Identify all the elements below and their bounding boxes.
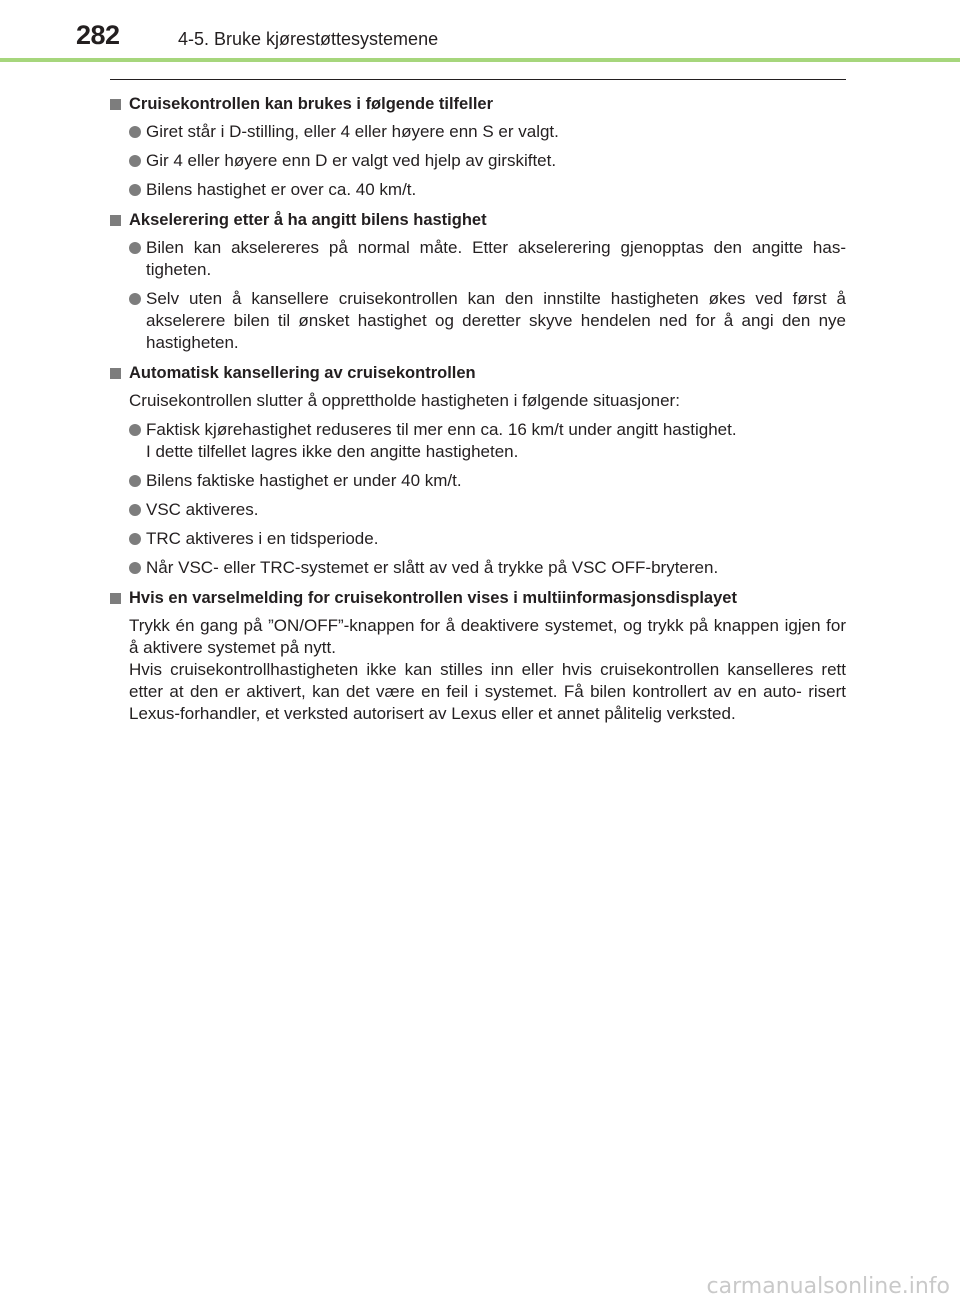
round-bullet-icon [129, 126, 141, 138]
list-item: TRC aktiveres i en tidsperiode. [110, 528, 846, 550]
list-item: Bilens faktiske hastighet er under 40 km/t. [110, 470, 846, 492]
content-divider [110, 79, 846, 80]
watermark: carmanualsonline.info [706, 1274, 950, 1299]
list-item: VSC aktiveres. [110, 499, 846, 521]
list-item: Selv uten å kansellere cruisekontrollen kan den innstilte hastigheten økes ved først å akselerere bilen til ønsket hastighet og deretter skyve hendelen ned for å angi den nye hastigheten. [110, 288, 846, 354]
section-heading: Automatisk kansellering av cruisekontrollen [110, 361, 846, 385]
page-header [0, 0, 960, 64]
round-bullet-icon [129, 184, 141, 196]
section-auto-cancel [110, 361, 846, 579]
section-title: 4-5. Bruke kjørestøttesystemene [178, 29, 439, 49]
paragraph: Trykk én gang på ”ON/OFF”-knappen for å deaktivere systemet, og trykk på knappen igjen for å aktivere systemet på nytt. Hvis cruisekontrollhastigheten ikke kan stilles inn eller hvis cruisekontrollen kanselleres rett etter at den er aktivert, kan det være en feil i systemet. Få bilen kontrollert av en auto- risert Lexus-forhandler, et verksted autorisert av Lexus eller et annet pålitelig verksted. [129, 616, 846, 723]
section-warning-message [110, 586, 846, 725]
list-item: Bilens hastighet er over ca. 40 km/t. [110, 179, 846, 201]
square-bullet-icon [110, 99, 121, 110]
section-heading: Cruisekontrollen kan brukes i følgende tilfeller [110, 92, 846, 116]
section-acceleration [110, 208, 846, 354]
page-number: 282 [76, 20, 120, 50]
round-bullet-icon [129, 475, 141, 487]
round-bullet-icon [129, 424, 141, 436]
round-bullet-icon [129, 293, 141, 305]
section-heading: Akselerering etter å ha angitt bilens hastighet [110, 208, 846, 232]
list-item: Gir 4 eller høyere enn D er valgt ved hjelp av girskiftet. [110, 150, 846, 172]
list-item: Når VSC- eller TRC-systemet er slått av ved å trykke på VSC OFF-bryteren. [110, 557, 846, 579]
section-intro: Cruisekontrollen slutter å opprettholde hastigheten i følgende situasjoner: [129, 391, 680, 410]
round-bullet-icon [129, 533, 141, 545]
round-bullet-icon [129, 562, 141, 574]
header-divider [0, 58, 960, 62]
section-cruise-usage [110, 92, 846, 201]
list-item: Bilen kan akselereres på normal måte. Etter akselerering gjenopptas den angitte has- tigheten. [110, 237, 846, 281]
square-bullet-icon [110, 368, 121, 379]
section-heading: Hvis en varselmelding for cruisekontrollen vises i multiinformasjonsdisplayet [110, 586, 846, 610]
list-item: Giret står i D-stilling, eller 4 eller høyere enn S er valgt. [110, 121, 846, 143]
square-bullet-icon [110, 593, 121, 604]
list-item: Faktisk kjørehastighet reduseres til mer enn ca. 16 km/t under angitt hastighet. I dette tilfellet lagres ikke den angitte hastigheten. [110, 419, 846, 463]
round-bullet-icon [129, 242, 141, 254]
round-bullet-icon [129, 504, 141, 516]
page-content [110, 92, 846, 732]
square-bullet-icon [110, 215, 121, 226]
round-bullet-icon [129, 155, 141, 167]
